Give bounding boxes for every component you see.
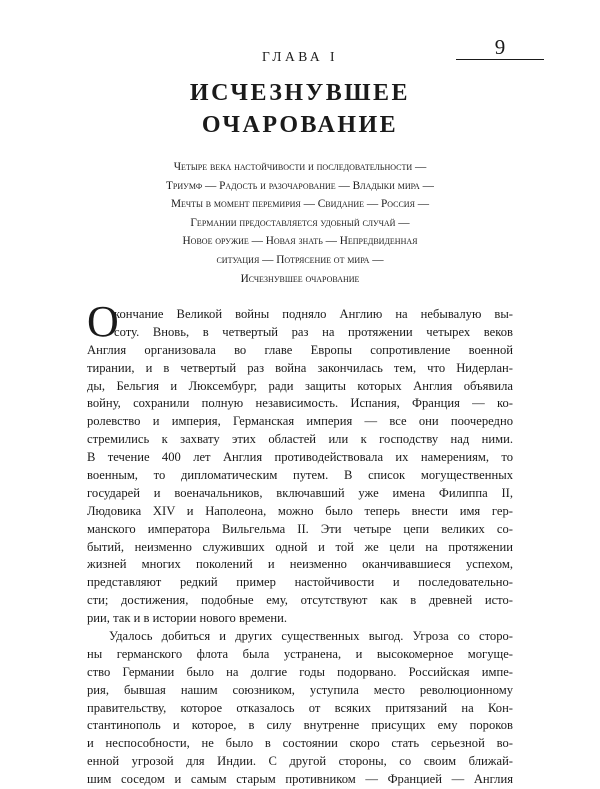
text-line: правительству, которое отказалось от всяких притязаний на Кон- <box>87 700 513 715</box>
chapter-title-line: ОЧАРОВАНИЕ <box>201 112 399 138</box>
drop-cap: О <box>87 297 119 346</box>
text-line: жизней многих поколений и неизменно оканчивавшиеся успехом, <box>87 557 513 572</box>
synopsis-line: Исчезнувшее очарование <box>240 272 360 285</box>
chapter-title-line: ИСЧЕЗНУВШЕЕ <box>189 80 411 106</box>
synopsis-line: Новое оружие — Новая знать — Непредвиденная <box>182 235 418 248</box>
text-line: ны германского флота была устранена, и высокомерное могуще- <box>87 646 513 661</box>
synopsis-line: Мечты в момент перемирия — Свидание — Россия — <box>170 198 430 211</box>
text-line: и неспособности, не было в состоянии скоро стать серьезной во- <box>87 736 513 751</box>
synopsis-line: ситуация — Потрясение от мира — <box>216 253 384 266</box>
chapter-synopsis <box>100 158 500 288</box>
text-line: енной угрозой для Индии. С другой стороны, со своим ближай- <box>87 754 513 769</box>
text-line: Людовика XIV и Наполеона, можно было теперь внести имя гер- <box>87 503 513 518</box>
text-line: шим соседом и самым старым противником — Францией — Англия <box>87 772 513 787</box>
text-line: Англия организовала во главе Европы сопротивление военной <box>87 342 513 357</box>
text-line: Удалось добиться и других существенных выгод. Угроза со сторо- <box>109 629 513 644</box>
text-line: ство Германии было на долгие годы подорвано. Российская импе- <box>87 664 513 679</box>
text-line: сти; достижения, подобные ему, отсутствуют как в древней исто- <box>87 593 513 608</box>
text-line: рии, так и в истории нового времени. <box>87 611 287 626</box>
text-line: кончание Великой войны подняло Англию на небывалую вы- <box>114 307 513 321</box>
text-line: соту. Вновь, в четвертый раз на протяжении четырех веков <box>114 324 513 339</box>
text-line: представляют редкий пример настойчивости и последовательно- <box>87 575 513 590</box>
text-line: стантинополь и которое, в силу внутренне присущих ему пороков <box>87 718 513 733</box>
text-line: войну, сохранили полную независимость. Испания, Франция — ко- <box>87 396 513 411</box>
text-line: военным, то дипломатическим путем. В список могущественных <box>87 468 513 483</box>
text-line: стремились к захвату этих областей или к господству над ними. <box>87 432 513 447</box>
paragraph-2 <box>87 628 513 789</box>
paragraph-1 <box>87 306 513 628</box>
chapter-label: ГЛАВА I <box>262 49 338 64</box>
text-line: ды, Бельгия и Люксембург, ради защиты которых Англия объявила <box>87 378 513 393</box>
text-line: рия, бывшая нашим союзником, уступила место революционному <box>87 682 513 697</box>
synopsis-line: Четыре века настойчивости и последовательности — <box>173 161 427 173</box>
chapter-title <box>0 77 600 141</box>
synopsis-line: Германии предоставляется удобный случай — <box>190 216 410 229</box>
synopsis-line: Триумф — Радость и разочарование — Владыки мира — <box>166 179 434 192</box>
text-line: В течение 400 лет Англия противодействовала их намерениям, то <box>87 450 513 465</box>
text-line: бытий, неизменно служивших одной и той же цели на протяжении <box>87 539 513 554</box>
text-line: государей и военачальников, включавший уже имена Филиппа II, <box>87 485 513 500</box>
text-line: манского императора Вильгельма II. Эти четыре цепи великих со- <box>87 521 513 536</box>
text-line: тирании, и в четвертый раз война закончилась тем, что Нидерлан- <box>87 360 513 375</box>
body-text <box>87 306 513 789</box>
page-number: 9 <box>494 35 506 59</box>
text-line: ролевство и империя, Германская империя — все они поочередно <box>87 414 513 429</box>
